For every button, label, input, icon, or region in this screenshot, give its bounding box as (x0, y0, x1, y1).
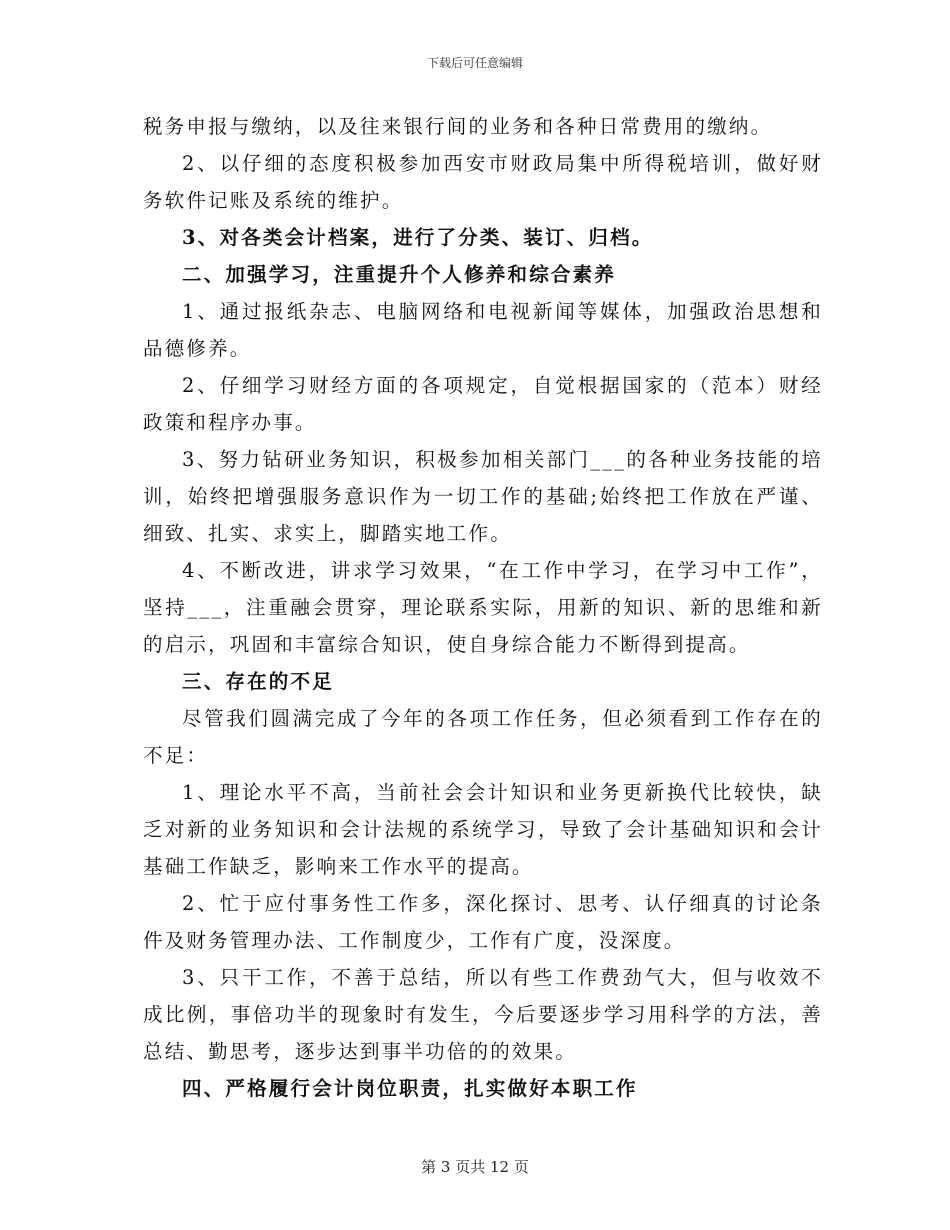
paragraph: 1、通过报纸杂志、电脑网络和电视新闻等媒体，加强政治思想和品德修养。 (143, 300, 823, 360)
paragraph: 1、理论水平不高，当前社会会计知识和业务更新换代比较快，缺乏对新的业务知识和会计法规的系统学习，导致了会计基础知识和会计基础工作缺乏，影响来工作水平的提高。 (143, 781, 823, 878)
paragraph: 3、努力钻研业务知识，积极参加相关部门___的各种业务技能的培训，始终把增强服务意识作为一切工作的基础;始终把工作放在严谨、细致、扎实、求实上，脚踏实地工作。 (143, 448, 823, 545)
section-heading: 四、严格履行会计岗位职责，扎实做好本职工作 (182, 1077, 638, 1100)
paragraph: 4、不断改进，讲求学习效果，“在工作中学习，在学习中工作”，坚持___，注重融会贯穿，理论联系实际，用新的知识、新的思维和新的启示，巩固和丰富综合知识，使自身综合能力不断得到提高。 (143, 559, 823, 656)
paragraph: 3、只干工作，不善于总结，所以有些工作费劲气大，但与收效不成比例，事倍功半的现象时有发生，今后要逐步学习用科学的方法，善总结、勤思考，逐步达到事半功倍的的效果。 (143, 966, 823, 1063)
paragraph: 税务申报与缴纳，以及往来银行间的业务和各种日常费用的缴纳。 (143, 115, 773, 138)
section-heading: 二、加强学习，注重提升个人修养和综合素养 (182, 263, 617, 286)
section-heading: 3、对各类会计档案，进行了分类、装订、归档。 (182, 226, 654, 249)
page-footer: 第 3 页共 12 页 (421, 1158, 529, 1176)
document-body (143, 108, 823, 1107)
paragraph: 2、仔细学习财经方面的各项规定，自觉根据国家的（范本）财经政策和程序办事。 (143, 374, 823, 434)
header-note: 下载后可任意编辑 (426, 56, 523, 70)
paragraph: 尽管我们圆满完成了今年的各项工作任务，但必须看到工作存在的不足： (143, 707, 823, 767)
section-heading: 三、存在的不足 (182, 670, 334, 693)
paragraph: 2、忙于应付事务性工作多，深化探讨、思考、认仔细真的讨论条件及财务管理办法、工作制度少，工作有广度，没深度。 (143, 892, 823, 952)
paragraph: 2、以仔细的态度积极参加西安市财政局集中所得税培训，做好财务软件记账及系统的维护。 (143, 152, 823, 212)
